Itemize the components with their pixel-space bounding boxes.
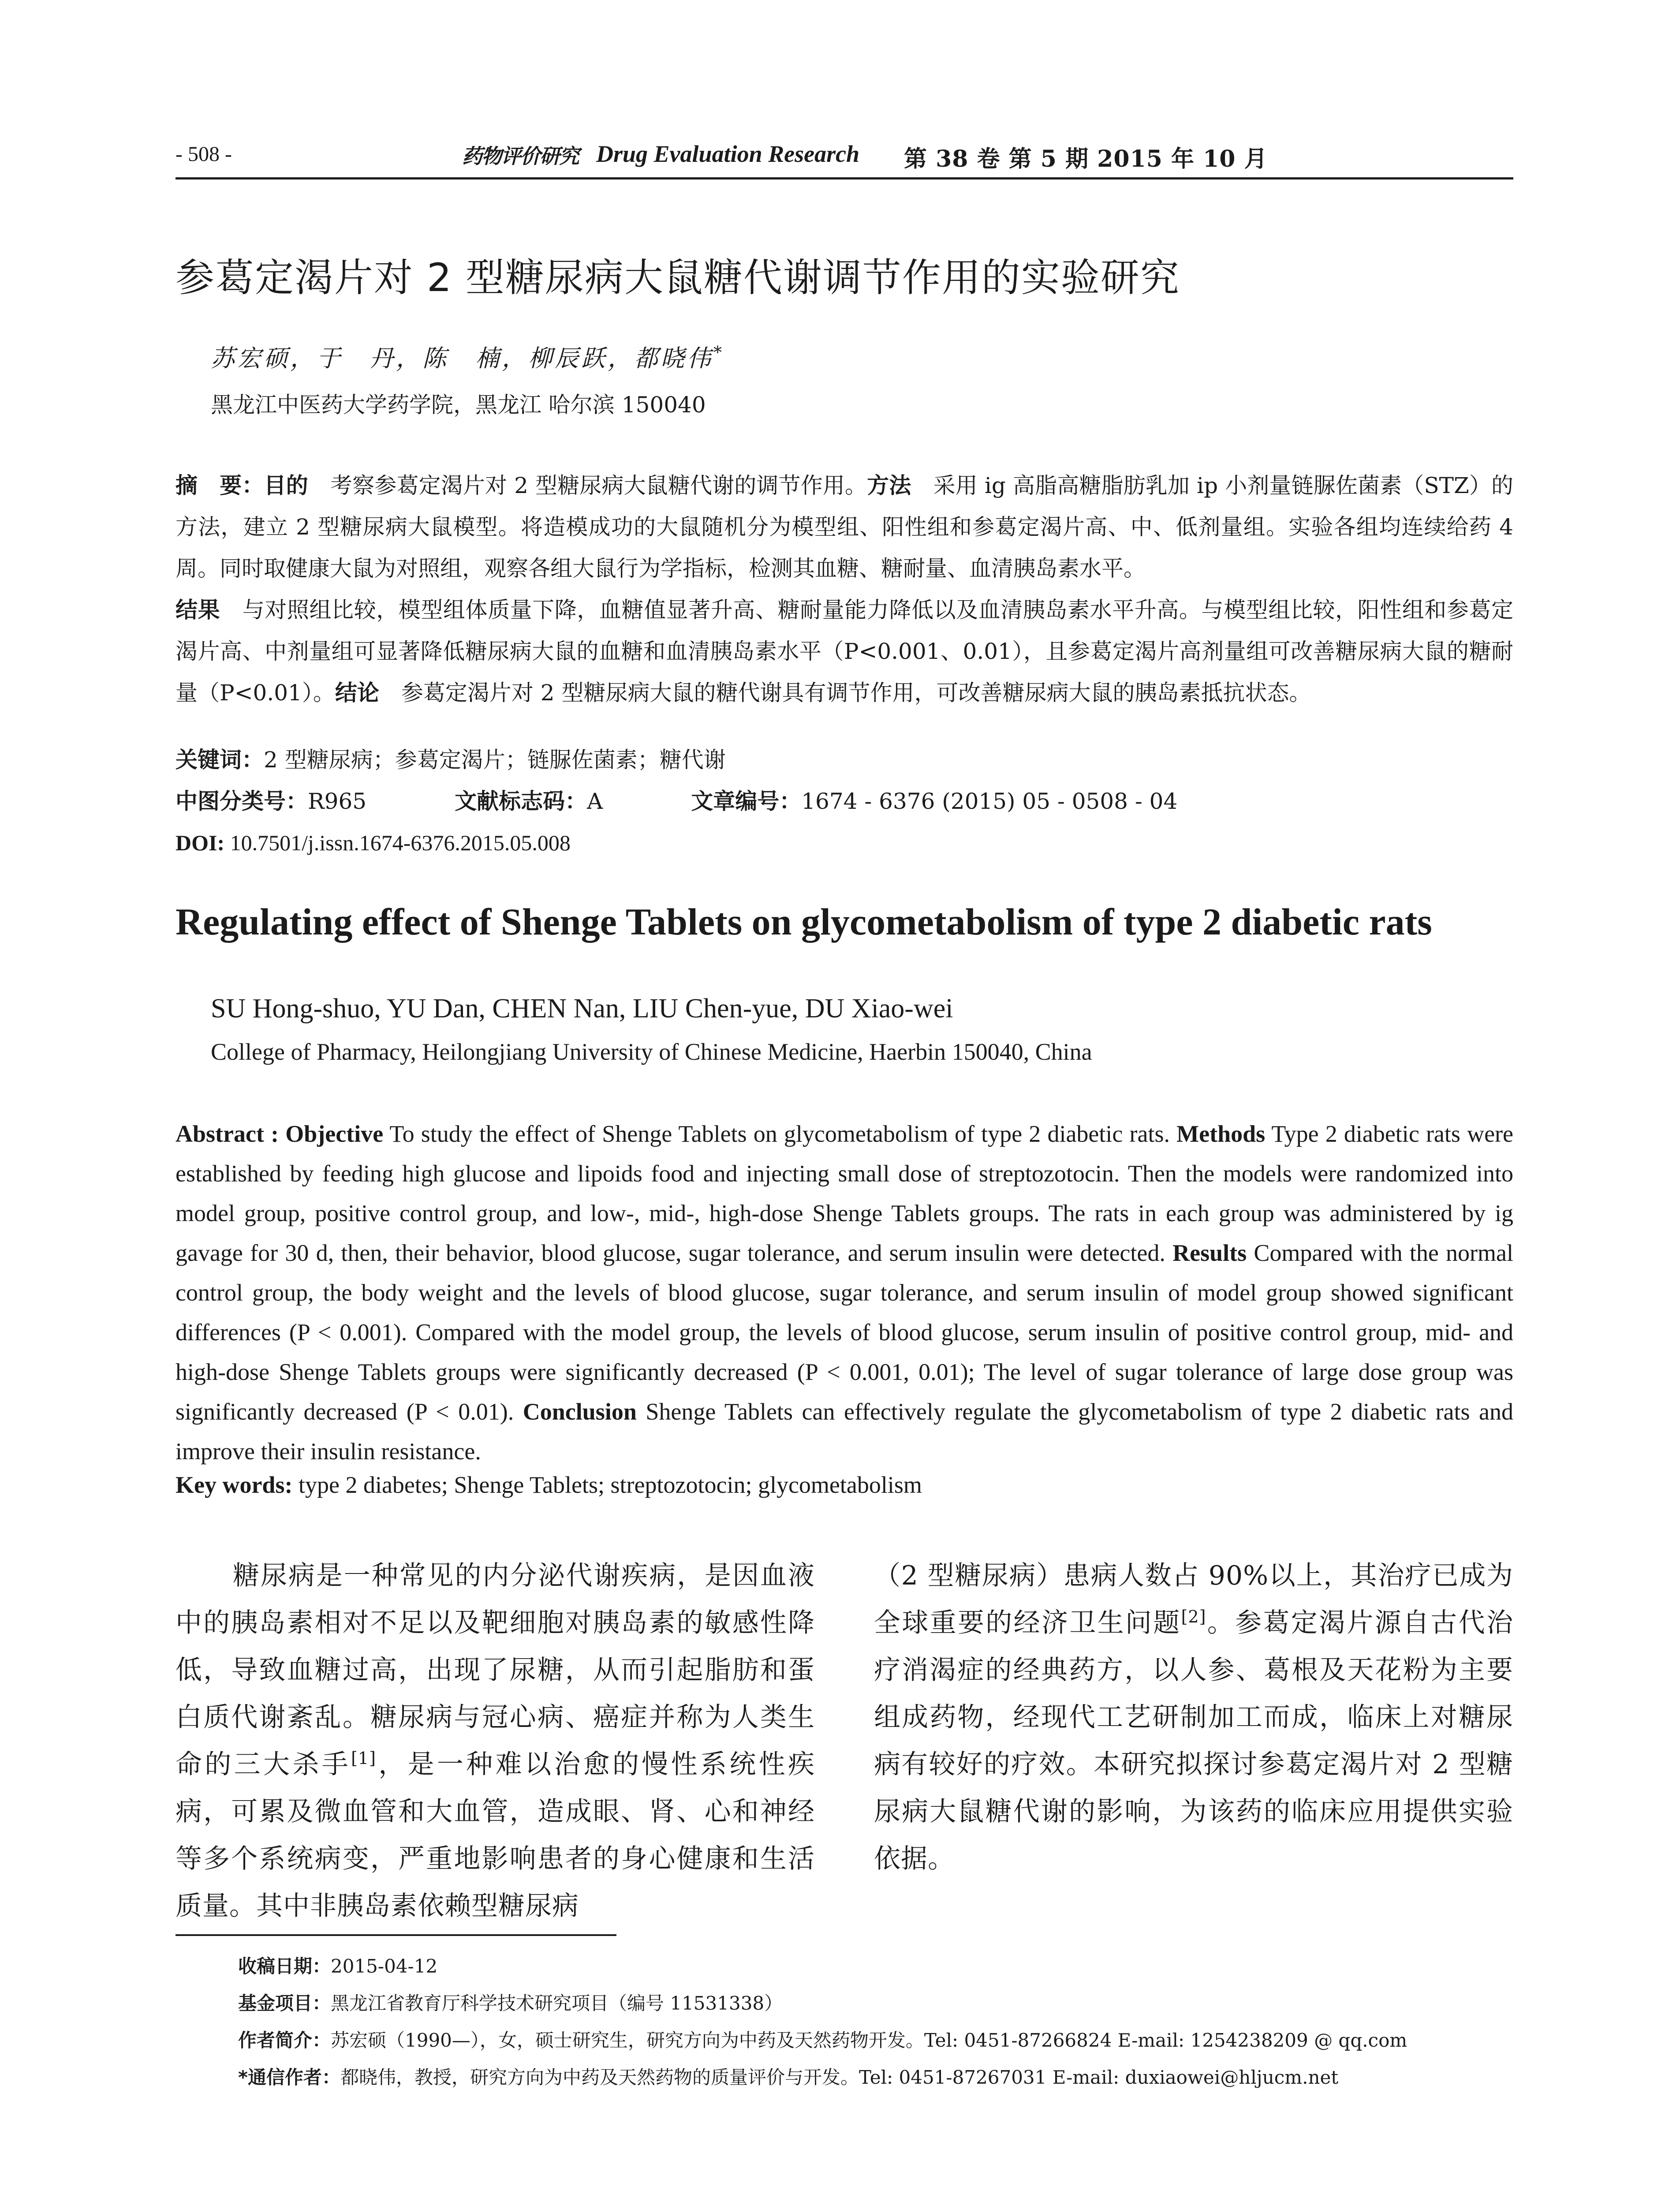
- footnote-received: [238, 1952, 437, 1978]
- author-list-cn: 苏宏硕，于 丹，陈 楠，柳辰跃，都晓伟: [211, 344, 713, 372]
- keywords-label-en: Key words:: [175, 1472, 293, 1498]
- conclusion-en: Shenge Tablets can effectively regulate the glycometabolism of type 2 diabetic rats and improve their insulin resistance.: [175, 1398, 1513, 1465]
- received-value: 2015-04-12: [331, 1955, 438, 1977]
- journal-issue: 第 38 卷 第 5 期 2015 年 10 月: [904, 146, 1268, 172]
- received-label: 收稿日期：: [238, 1955, 331, 1977]
- conclusion-label-cn: 结论: [335, 680, 379, 706]
- body-column-left: [175, 1552, 815, 1930]
- results-label-cn: 结果: [175, 597, 220, 623]
- keywords-cn: [175, 739, 1513, 781]
- methods-cn: 采用 ig 高脂高糖脂肪乳加 ip 小剂量链脲佐菌素（STZ）的方法，建立 2 型糖尿病大鼠模型。将造模成功的大鼠随机分为模型组、阳性组和参葛定渴片高、中、低剂量组。实验各组均连续给药 4 周。同时取健康大鼠为对照组，观察各组大鼠行为学指标，检测其血糖、糖耐量、血清胰岛素水平。: [175, 473, 1514, 581]
- footnote-rule: [175, 1934, 616, 1936]
- corresponding-label: *通信作者：: [238, 2067, 340, 2088]
- keywords-value-cn: 2 型糖尿病；参葛定渴片；链脲佐菌素；糖代谢: [264, 747, 726, 773]
- authors-en: SU Hong-shuo, YU Dan, CHEN Nan, LIU Chen-yue, DU Xiao-wei: [211, 994, 953, 1024]
- keywords-label-cn: 关键词：: [175, 747, 264, 773]
- corresponding-value: 都晓伟，教授，研究方向为中药及天然药物的质量评价与开发。Tel: 0451-87267031 E-mail: duxiaowei@hljucm.net: [340, 2067, 1339, 2088]
- results-label-en: Results: [1172, 1240, 1247, 1266]
- methods-en: Type 2 diabetic rats were established by feeding high glucose and lipoids food and injecting small dose of streptozotocin. Then the models were randomized into model group, positive control group, and low-, mid-, high-dose Shenge Tablets groups. The rats in each group was administered by ig gavage for 30 d, then, their behavior, blood glucose, sugar tolerance, and serum insulin were detected.: [175, 1121, 1513, 1266]
- keywords-en: [175, 1471, 922, 1499]
- objective-label-en: Objective: [285, 1121, 384, 1147]
- abstract-label-cn: 摘 要：: [175, 473, 264, 498]
- fund-label: 基金项目：: [238, 1992, 331, 2014]
- footnote-author: [238, 2026, 1407, 2052]
- clc-value: R965: [308, 789, 367, 814]
- objective-en: To study the effect of Shenge Tablets on glycometabolism of type 2 diabetic rats.: [383, 1121, 1177, 1147]
- citation-1[interactable]: [1]: [351, 1749, 376, 1768]
- clc-label: 中图分类号：: [175, 789, 308, 814]
- body-text-left-2: ，是一种难以治愈的慢性系统性疾病，可累及微血管和大血管，造成眼、肾、心和神经等多个系统病变，严重地影响患者的身心健康和生活质量。其中非胰岛素依赖型糖尿病: [175, 1749, 815, 1921]
- body-text-right-2: 。参葛定渴片源自古代治疗消渴症的经典药方，以人参、葛根及天花粉为主要组成药物，经现代工艺研制加工而成，临床上对糖尿病有较好的疗效。本研究拟探讨参葛定渴片对 2 型糖尿病大鼠糖代谢的影响，为该药的临床应用提供实验依据。: [874, 1607, 1514, 1874]
- results-en: Compared with the normal control group, the body weight and the levels of blood glucose, sugar tolerance, and serum insulin of model group showed significant differences (P < 0.001). Compared with the model group, the levels of blood glucose, serum insulin of positive control group, mid- and high-dose Shenge Tablets groups were significantly decreased (P < 0.001, 0.01); The level of sugar tolerance of large dose group was significantly decreased (P < 0.01).: [175, 1240, 1513, 1425]
- conclusion-label-en: Conclusion: [523, 1398, 637, 1425]
- methods-label-en: Methods: [1176, 1121, 1266, 1147]
- doi-value: 10.7501/j.issn.1674-6376.2015.05.008: [224, 830, 571, 855]
- author-info-value: 苏宏硕（1990—），女，硕士研究生，研究方向为中药及天然药物开发。Tel: 0451-87266824 E-mail: 1254238209 @ qq.com: [331, 2029, 1407, 2051]
- citation-2[interactable]: [2]: [1181, 1607, 1206, 1626]
- article-title-cn: 参葛定渴片对 2 型糖尿病大鼠糖代谢调节作用的实验研究: [175, 255, 1180, 300]
- article-number-label: 文章编号：: [691, 789, 802, 814]
- body-text-right-1: （2 型糖尿病）患病人数占 90%以上，其治疗已成为全球重要的经济卫生问题: [874, 1560, 1513, 1638]
- footnote-fund: [238, 1989, 783, 2015]
- doi-line: [175, 822, 1513, 863]
- results-cn: 与对照组比较，模型组体质量下降，血糖值显著升高、糖耐量能力降低以及血清胰岛素水平升高。与模型组比较，阳性组和参葛定渴片高、中剂量组可显著降低糖尿病大鼠的血糖和血清胰岛素水平（P<0.001、0.01），且参葛定渴片高剂量组可改善糖尿病大鼠的糖耐量（P<0.01）。: [175, 597, 1514, 706]
- article-title-en: Regulating effect of Shenge Tablets on glycometabolism of type 2 diabetic rats: [175, 901, 1432, 943]
- doc-code-label: 文献标志码：: [455, 789, 587, 814]
- affiliation-en: College of Pharmacy, Heilongjiang University of Chinese Medicine, Haerbin 150040, China: [211, 1039, 1092, 1065]
- corresponding-mark: *: [713, 343, 724, 362]
- body-text-left-1: 糖尿病是一种常见的内分泌代谢疾病，是因血液中的胰岛素相对不足以及靶细胞对胰岛素的敏感性降低，导致血糖过高，出现了尿糖，从而引起脂肪和蛋白质代谢紊乱。糖尿病与冠心病、癌症并称为人类生命的三大杀手: [175, 1560, 815, 1780]
- fund-value: 黑龙江省教育厅科学技术研究项目（编号 11531338）: [331, 1992, 783, 2014]
- methods-label-cn: 方法: [867, 473, 911, 498]
- authors-cn: [211, 340, 724, 374]
- author-info-label: 作者简介：: [238, 2029, 331, 2051]
- abstract-label-en: Abstract :: [175, 1121, 286, 1147]
- objective-label-cn: 目的: [264, 473, 308, 498]
- classification-line: [175, 781, 1513, 822]
- abstract-cn: [175, 465, 1513, 714]
- doi-label: DOI:: [175, 830, 225, 855]
- header-rule: [175, 177, 1513, 179]
- page-number: - 508 -: [175, 142, 232, 166]
- doc-code-value: A: [587, 789, 603, 814]
- article-number-value: 1674 - 6376 (2015) 05 - 0508 - 04: [801, 789, 1178, 814]
- affiliation-cn: 黑龙江中医药大学药学院，黑龙江 哈尔滨 150040: [211, 392, 706, 418]
- body-column-right: [874, 1552, 1513, 1883]
- journal-name-en: Drug Evaluation Research: [596, 141, 860, 167]
- abstract-en: [175, 1114, 1513, 1471]
- footnote-corresponding: [238, 2063, 1338, 2089]
- journal-logo-cn: 药物评价研究: [462, 144, 579, 168]
- conclusion-cn: 参葛定渴片对 2 型糖尿病大鼠的糖代谢具有调节作用，可改善糖尿病大鼠的胰岛素抵抗状态。: [401, 680, 1311, 706]
- objective-cn: 考察参葛定渴片对 2 型糖尿病大鼠糖代谢的调节作用。: [330, 473, 867, 498]
- keywords-value-en: type 2 diabetes; Shenge Tablets; streptozotocin; glycometabolism: [292, 1472, 922, 1498]
